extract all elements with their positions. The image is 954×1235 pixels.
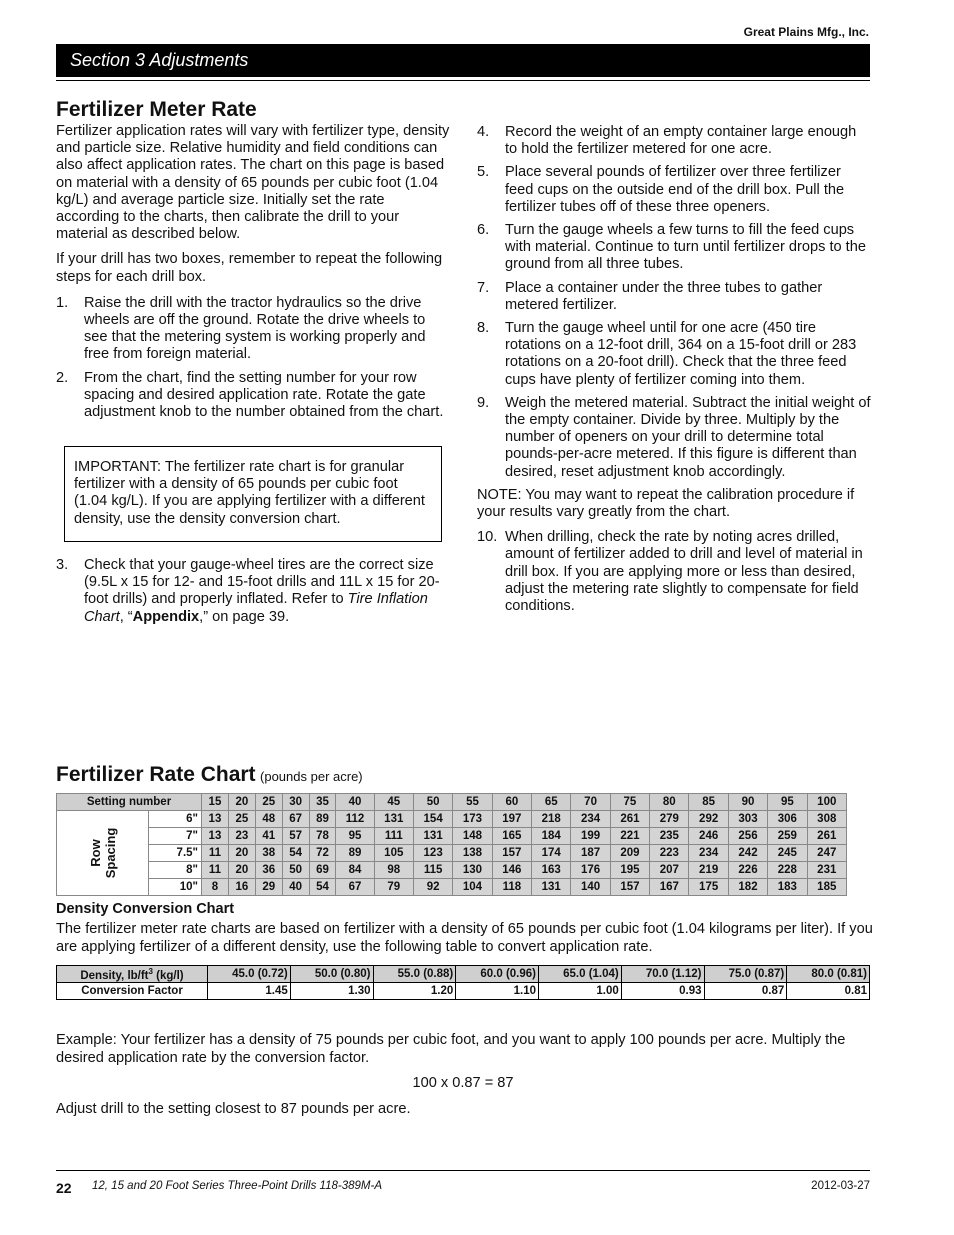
rate-value-cell: 154: [413, 811, 452, 828]
section-header: Section 3 Adjustments: [56, 44, 870, 77]
setting-number-cell: 75: [610, 794, 649, 811]
rate-value-cell: 292: [689, 811, 728, 828]
step-10-text: When drilling, check the rate by noting acres drilled, amount of fertilizer added to drill and level of material in drill box. If you are applying more or less than desired, adjust the metering rate slightly to compensate for field conditions.: [505, 529, 863, 615]
right-column: [477, 124, 871, 621]
rate-value-cell: 184: [532, 828, 571, 845]
setting-number-cell: 50: [413, 794, 452, 811]
rate-value-cell: 130: [453, 862, 492, 879]
adjust-paragraph: Adjust drill to the setting closest to 87 pounds per acre.: [56, 1101, 411, 1117]
setting-number-cell: 20: [228, 794, 255, 811]
rate-value-cell: 234: [689, 845, 728, 862]
rate-value-cell: 221: [610, 828, 649, 845]
step-number: 5.: [477, 164, 490, 181]
rate-value-cell: 20: [228, 845, 255, 862]
density-value-cell: 45.0 (0.72): [208, 966, 291, 983]
rate-value-cell: 50: [282, 862, 309, 879]
table-row: [57, 811, 847, 828]
rate-chart-heading: [56, 763, 363, 787]
table-row: [57, 862, 847, 879]
density-title: Density Conversion Chart: [56, 901, 235, 917]
rate-value-cell: 148: [453, 828, 492, 845]
rate-value-cell: 219: [689, 862, 728, 879]
rate-value-cell: 54: [309, 879, 336, 896]
rate-value-cell: 195: [610, 862, 649, 879]
rate-value-cell: 115: [413, 862, 452, 879]
right-steps: [477, 124, 871, 481]
density-value-cell: 75.0 (0.87): [704, 966, 787, 983]
conversion-factor-cell: 1.10: [456, 983, 539, 1000]
setting-number-cell: 35: [309, 794, 336, 811]
fertilizer-rate-table: [56, 793, 847, 896]
section-rule: [56, 80, 870, 81]
row-spacing-label-cell: [57, 811, 149, 896]
rate-value-cell: 173: [453, 811, 492, 828]
table-row: [57, 879, 847, 896]
rate-value-cell: 185: [807, 879, 846, 896]
rate-value-cell: 118: [492, 879, 531, 896]
setting-number-cell: 30: [282, 794, 309, 811]
rate-value-cell: 140: [571, 879, 610, 896]
important-box: IMPORTANT: The fertilizer rate chart is for granular fertilizer with a density of 65 pounds per cubic foot (1.04 kg/L). If you are applying fertilizer with a different density, use the density conversion chart.: [64, 446, 442, 542]
setting-number-cell: 45: [374, 794, 413, 811]
step-text: Place several pounds of fertilizer over three fertilizer feed cups on the outside end of the drill box. Pull the fertilizer tubes off of these three openers.: [505, 164, 845, 215]
density-conversion-table: [56, 965, 870, 1000]
rate-value-cell: 111: [374, 828, 413, 845]
rate-value-cell: 187: [571, 845, 610, 862]
rate-value-cell: 89: [309, 811, 336, 828]
rate-value-cell: 40: [282, 879, 309, 896]
setting-number-cell: 65: [532, 794, 571, 811]
density-value-cell: 55.0 (0.88): [373, 966, 456, 983]
document-date: 2012-03-27: [811, 1180, 870, 1192]
rate-value-cell: 16: [228, 879, 255, 896]
step-text: Record the weight of an empty container large enough to hold the fertilizer metered for one acre.: [505, 124, 857, 158]
rate-value-cell: 197: [492, 811, 531, 828]
rate-value-cell: 303: [728, 811, 767, 828]
step-number: 4.: [477, 124, 490, 140]
rate-value-cell: 175: [689, 879, 728, 896]
conversion-factor-label: Conversion Factor: [57, 983, 208, 1000]
rate-value-cell: 112: [336, 811, 374, 828]
rate-value-cell: 218: [532, 811, 571, 828]
step-item: [477, 395, 871, 481]
step-number: 10.: [477, 529, 498, 546]
density-paragraph: The fertilizer meter rate charts are based on fertilizer with a density of 65 pounds per cubic foot (1.04 kilograms per liter). If you are applying fertilizer of a different density, use the following table to convert application rate.: [56, 921, 873, 955]
step-item: [56, 295, 450, 364]
conversion-factor-cell: 0.87: [704, 983, 787, 1000]
rate-value-cell: 98: [374, 862, 413, 879]
document-title: 12, 15 and 20 Foot Series Three-Point Drills 118-389M-A: [92, 1180, 382, 1192]
rate-value-cell: 308: [807, 811, 846, 828]
rate-value-cell: 11: [202, 845, 229, 862]
rate-value-cell: 247: [807, 845, 846, 862]
rate-value-cell: 13: [202, 828, 229, 845]
example-equation: 100 x 0.87 = 87: [412, 1075, 514, 1091]
rate-value-cell: 89: [336, 845, 374, 862]
rate-value-cell: 146: [492, 862, 531, 879]
tire-inflation-link[interactable]: Tire Inflation Chart: [84, 591, 428, 625]
setting-number-cell: 60: [492, 794, 531, 811]
step-item: [56, 370, 450, 422]
row-spacing-cell: 7": [149, 828, 202, 845]
rate-value-cell: 123: [413, 845, 452, 862]
density-value-cell: 60.0 (0.96): [456, 966, 539, 983]
step-text: Raise the drill with the tractor hydraulics so the drive wheels are off the ground. Rotate the drive wheels to see that the metering system is working properly and free from foreign material.: [84, 294, 426, 363]
rate-value-cell: 228: [768, 862, 807, 879]
density-value-cell: 65.0 (1.04): [539, 966, 622, 983]
rate-value-cell: 167: [650, 879, 689, 896]
rate-value-cell: 242: [728, 845, 767, 862]
rate-value-cell: 92: [413, 879, 452, 896]
rate-value-cell: 246: [689, 828, 728, 845]
step-3-text-a: Check that your gauge-wheel tires are the correct size (9.5L x 15 for 12- and 15-foot drills and 11L x 15 for 20-foot drills) and properly inflated. Refer to: [84, 557, 440, 608]
rate-value-cell: 131: [374, 811, 413, 828]
step-text: Weigh the metered material. Subtract the initial weight of the empty container. Divide by three. Multiply by the number of openers on your drill to determine total pounds-per-acre metered. If this figure is different than desired, reset adjustment knob accordingly.: [505, 394, 871, 480]
setting-number-cell: 85: [689, 794, 728, 811]
step-text: Turn the gauge wheel until for one acre (450 tire rotations on a 12-foot drill, 364 on a 15-foot drill or 283 rotations on a 20-foot drill). Check that the three feed cups have plenty of fertilizer coming into them.: [505, 320, 857, 388]
rate-value-cell: 261: [610, 811, 649, 828]
table-row: [57, 845, 847, 862]
step-number: 8.: [477, 320, 490, 337]
rate-chart-unit: (pounds per acre): [260, 769, 363, 784]
setting-number-cell: 15: [202, 794, 229, 811]
rate-value-cell: 84: [336, 862, 374, 879]
conversion-factor-row: [57, 983, 870, 1000]
rate-value-cell: 209: [610, 845, 649, 862]
company-name: Great Plains Mfg., Inc.: [743, 25, 869, 39]
rate-value-cell: 165: [492, 828, 531, 845]
rate-value-cell: 79: [374, 879, 413, 896]
rate-value-cell: 223: [650, 845, 689, 862]
setting-number-cell: 90: [728, 794, 767, 811]
density-value-cell: 80.0 (0.81): [787, 966, 870, 983]
row-spacing-cell: 7.5": [149, 845, 202, 862]
setting-number-cell: 95: [768, 794, 807, 811]
conversion-factor-cell: 0.93: [621, 983, 704, 1000]
step-text: Turn the gauge wheels a few turns to fill the feed cups with material. Continue to turn until fertilizer drops to the ground from all three tubes.: [505, 222, 866, 273]
example-paragraph: Example: Your fertilizer has a density of 75 pounds per cubic foot, and you want to apply 100 pounds per acre. Multiply the desired application rate by the conversion factor.: [56, 1032, 846, 1066]
density-label: [57, 966, 208, 983]
step-number: 6.: [477, 222, 490, 239]
rate-value-cell: 38: [255, 845, 282, 862]
table-row: [57, 828, 847, 845]
step-3: [56, 557, 450, 632]
conversion-factor-cell: 1.20: [373, 983, 456, 1000]
rate-value-cell: 67: [282, 811, 309, 828]
rate-value-cell: 261: [807, 828, 846, 845]
intro-paragraph: Fertilizer application rates will vary with fertilizer type, density and particle size. Relative humidity and field conditions can also affect application rates. The chart on this page is based on material with a density of 65 pounds per cubic foot (1.04 kg/L) and average particle size. Initially set the rate according to the charts, then calibrate the drill to your material as described below.: [56, 123, 450, 243]
step-item: [477, 222, 871, 274]
page-number: 22: [56, 1180, 72, 1196]
step-number: 3.: [56, 557, 69, 573]
rate-header-row: [57, 794, 847, 811]
rate-value-cell: 279: [650, 811, 689, 828]
rate-value-cell: 226: [728, 862, 767, 879]
density-row: [57, 966, 870, 983]
rate-value-cell: 163: [532, 862, 571, 879]
density-value-cell: 70.0 (1.12): [621, 966, 704, 983]
step-text: Place a container under the three tubes to gather metered fertilizer.: [505, 279, 823, 313]
rate-value-cell: 23: [228, 828, 255, 845]
rate-value-cell: 207: [650, 862, 689, 879]
rate-chart-title: Fertilizer Rate Chart: [56, 763, 256, 786]
rate-value-cell: 183: [768, 879, 807, 896]
rate-value-cell: 245: [768, 845, 807, 862]
step-number: 1.: [56, 294, 69, 311]
rate-value-cell: 25: [228, 811, 255, 828]
conversion-factor-cell: 1.45: [208, 983, 291, 1000]
setting-number-label: Setting number: [57, 794, 202, 811]
rate-value-cell: 8: [202, 879, 229, 896]
rate-value-cell: 72: [309, 845, 336, 862]
row-spacing-cell: 8": [149, 862, 202, 879]
step-item: [477, 320, 871, 389]
rate-value-cell: 182: [728, 879, 767, 896]
conversion-factor-cell: 1.30: [290, 983, 373, 1000]
rate-value-cell: 105: [374, 845, 413, 862]
rate-value-cell: 131: [413, 828, 452, 845]
two-boxes-paragraph: If your drill has two boxes, remember to repeat the following steps for each drill box.: [56, 251, 443, 285]
step-3-text-b: , “: [119, 608, 133, 625]
rate-value-cell: 69: [309, 862, 336, 879]
step-number: 9.: [477, 394, 490, 411]
step-text: From the chart, find the setting number for your row spacing and desired application rate. Rotate the gate adjustment knob to the number obtained from the chart.: [84, 369, 444, 421]
rate-value-cell: 41: [255, 828, 282, 845]
left-column: [56, 123, 450, 427]
rate-value-cell: 157: [492, 845, 531, 862]
density-label-text: Density, lb/ft: [80, 969, 149, 982]
step-3-text-c: ,” on page 39.: [199, 608, 290, 625]
rate-value-cell: 29: [255, 879, 282, 896]
rate-value-cell: 11: [202, 862, 229, 879]
rate-value-cell: 199: [571, 828, 610, 845]
setting-number-cell: 70: [571, 794, 610, 811]
rate-value-cell: 78: [309, 828, 336, 845]
rate-value-cell: 13: [202, 811, 229, 828]
rate-value-cell: 176: [571, 862, 610, 879]
rate-value-cell: 157: [610, 879, 649, 896]
rate-value-cell: 138: [453, 845, 492, 862]
rate-value-cell: 57: [282, 828, 309, 845]
setting-number-cell: 40: [336, 794, 374, 811]
rate-value-cell: 36: [255, 862, 282, 879]
step-item: [477, 280, 871, 314]
rate-value-cell: 231: [807, 862, 846, 879]
density-label-sup: 3: [148, 966, 153, 976]
conversion-factor-cell: 1.00: [539, 983, 622, 1000]
setting-number-cell: 100: [807, 794, 846, 811]
rate-value-cell: 104: [453, 879, 492, 896]
rate-value-cell: 256: [728, 828, 767, 845]
setting-number-cell: 80: [650, 794, 689, 811]
footer-rule: [56, 1170, 870, 1171]
row-spacing-cell: 10": [149, 879, 202, 896]
rate-value-cell: 95: [336, 828, 374, 845]
rate-value-cell: 306: [768, 811, 807, 828]
rate-value-cell: 234: [571, 811, 610, 828]
density-value-cell: 50.0 (0.80): [290, 966, 373, 983]
setting-number-cell: 25: [255, 794, 282, 811]
rate-value-cell: 20: [228, 862, 255, 879]
appendix-label: Appendix: [132, 608, 200, 625]
step-item: [477, 124, 871, 158]
setting-number-cell: 55: [453, 794, 492, 811]
note-paragraph: NOTE: You may want to repeat the calibration procedure if your results vary greatly from the chart.: [477, 486, 855, 521]
density-label-unit: (kg/l): [152, 969, 184, 982]
rate-value-cell: 67: [336, 879, 374, 896]
row-spacing-label: Row Spacing: [88, 827, 118, 879]
rate-value-cell: 174: [532, 845, 571, 862]
step-number: 7.: [477, 279, 490, 296]
rate-value-cell: 54: [282, 845, 309, 862]
conversion-factor-cell: 0.81: [787, 983, 870, 1000]
row-spacing-cell: 6": [149, 811, 202, 828]
left-steps: [56, 295, 450, 421]
meter-title: Fertilizer Meter Rate: [56, 98, 257, 121]
step-item: [477, 164, 871, 216]
rate-value-cell: 48: [255, 811, 282, 828]
rate-value-cell: 235: [650, 828, 689, 845]
rate-value-cell: 259: [768, 828, 807, 845]
rate-value-cell: 131: [532, 879, 571, 896]
step-number: 2.: [56, 369, 69, 386]
